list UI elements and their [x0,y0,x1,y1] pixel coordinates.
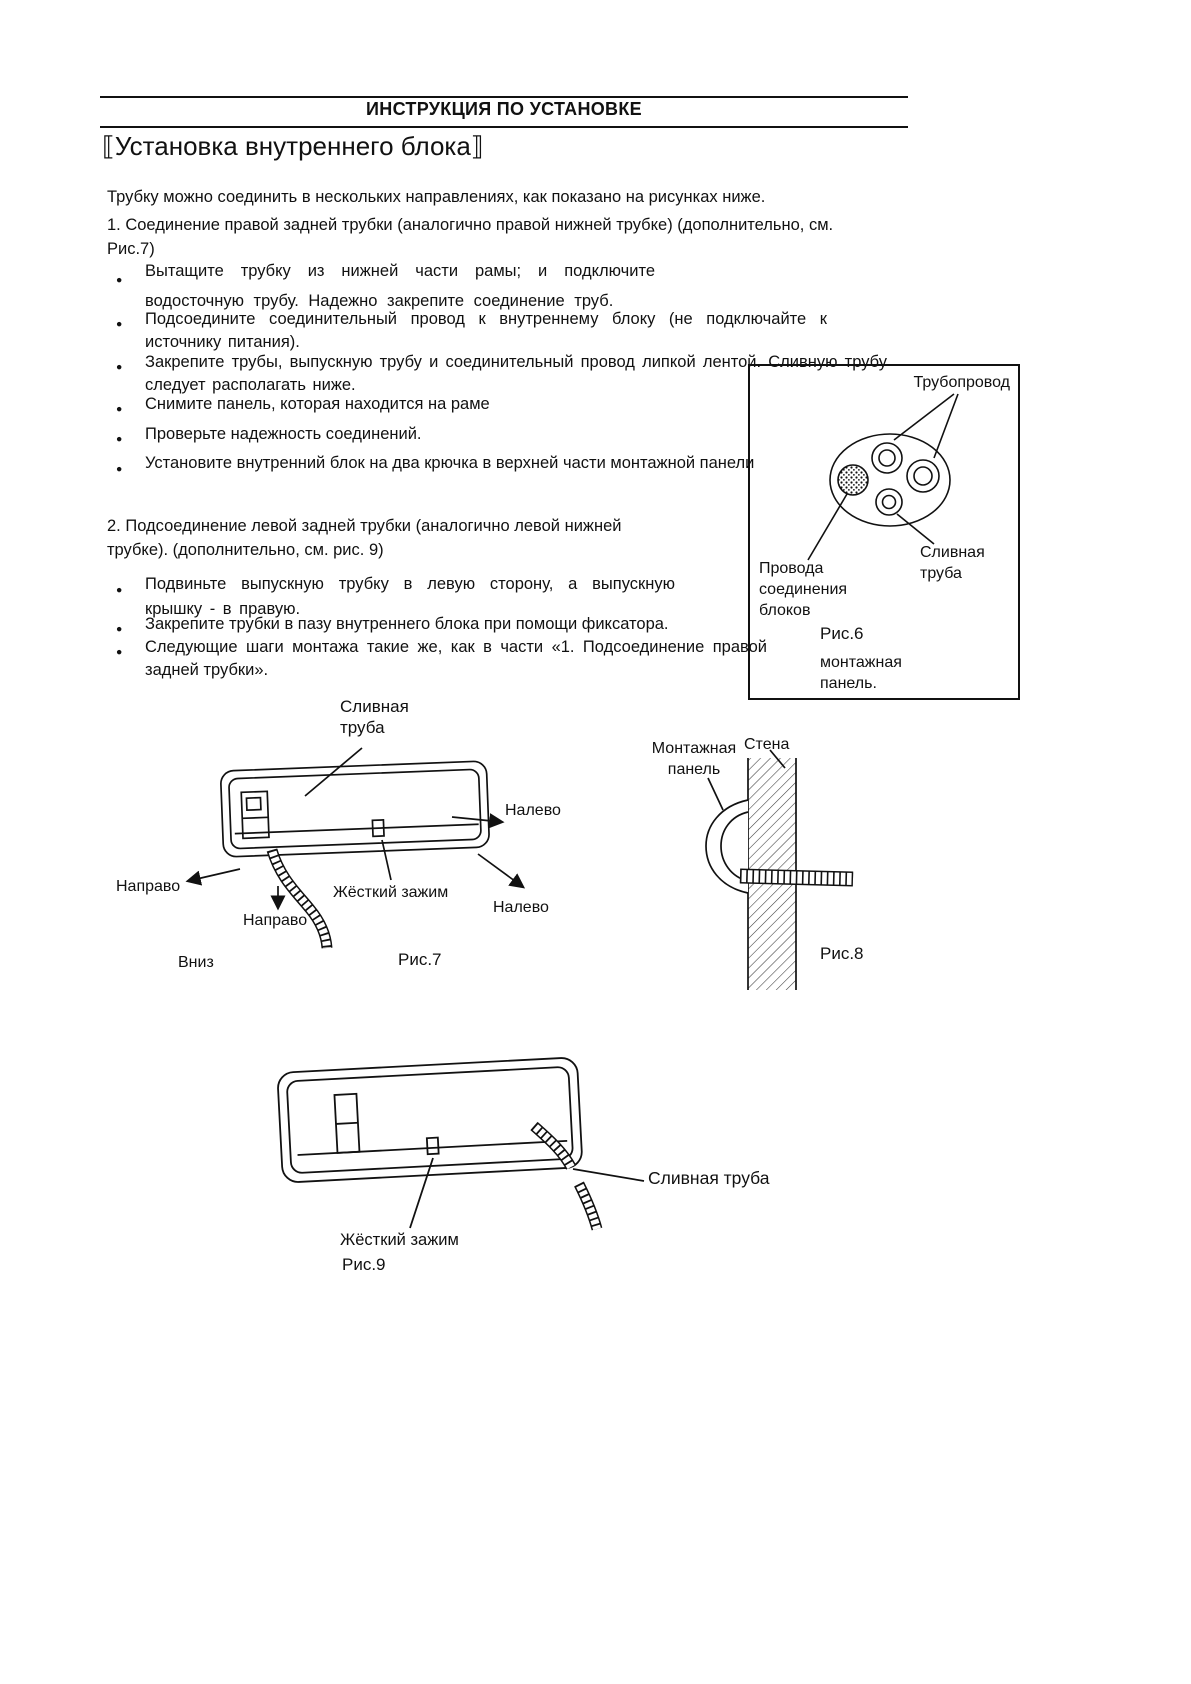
fig7-label-right-down: Направо [243,912,308,929]
fig8-label-wall: Стена [744,736,790,753]
fig9-indoor-unit-drawing [240,1040,700,1295]
fig7-label-left-bottom: Налево [493,899,549,916]
section1-bullet: ● Проверьте надежность соединений. [107,423,727,446]
section1-bullet: ● Закрепите трубы, выпускную трубу и соединительный провод липкой лентой. Сливную трубу следует располагать ниже. [107,351,887,397]
fig9-caption: Рис.9 [342,1255,386,1274]
fig7-label-drain: Сливная труба [340,697,409,737]
section2-bullet: ● Закрепите трубки в пазу внутреннего блока при помощи фиксатора. [107,613,807,636]
header-rule-top [100,96,908,98]
fig6-label-pipework: Трубопровод [913,374,1010,391]
fig6-pipe-bundle-drawing [750,366,1018,698]
fig6-label-wires: Провода соединения блоков [759,560,848,619]
fig7-label-left-top: Налево [505,802,561,819]
header-rule-bottom [100,126,908,128]
section1-bullet: ● Снимите панель, которая находится на раме [107,393,727,416]
fig6-box [748,364,1020,700]
section2-heading: 2. Подсоединение левой задней трубки (аналогично левой нижней трубке). (дополнительно, см. рис. 9) [107,517,622,559]
fig6-label-drain: Сливная труба [920,544,985,582]
fig7-label-clamp: Жёсткий зажим [333,884,449,901]
section1-heading: 1. Соединение правой задней трубки (аналогично правой нижней трубке) (дополнительно, см. Рис.7) [107,216,834,258]
section1-bullet: ● Подсоедините соединительный провод к внутреннему блоку (не подключайте к источнику питания). [107,308,827,354]
fig8-caption: Рис.8 [820,944,864,963]
page-header-title: ИНСТРУКЦИЯ ПО УСТАНОВКЕ [366,99,642,119]
section2-bullet: ● Подвиньте выпускную трубку в левую сторону, а выпускную крышку - в правую. [107,572,675,622]
fig8-label-panel: Монтажная панель [651,740,737,778]
fig7-label-right: Направо [116,878,181,895]
section1-bullet: ● Установите внутренний блок на два крючка в верхней части монтажной панели [107,451,757,476]
fig9-label-clamp: Жёсткий зажим [340,1231,459,1249]
fig7-caption: Рис.7 [398,950,442,969]
intro-paragraph: Трубку можно соединить в нескольких направлениях, как показано на рисунках ниже. [107,188,766,206]
section1-bullet: ● Вытащите трубку из нижней части рамы; и подключите водосточную трубу. Надежно закрепите соединение труб. [107,256,655,316]
document-title: ⟦Установка внутреннего блока⟧ [102,131,484,161]
fig6-subcaption: монтажная панель. [820,654,902,692]
fig7-label-down: Вниз [178,954,214,971]
section2-bullet: ● Следующие шаги монтажа такие же, как в части «1. Подсоединение правой задней трубки». [107,636,767,682]
fig9-label-drain: Сливная труба [648,1168,770,1188]
fig6-caption: Рис.6 [820,624,864,643]
fig7-indoor-unit-drawing [100,690,560,995]
